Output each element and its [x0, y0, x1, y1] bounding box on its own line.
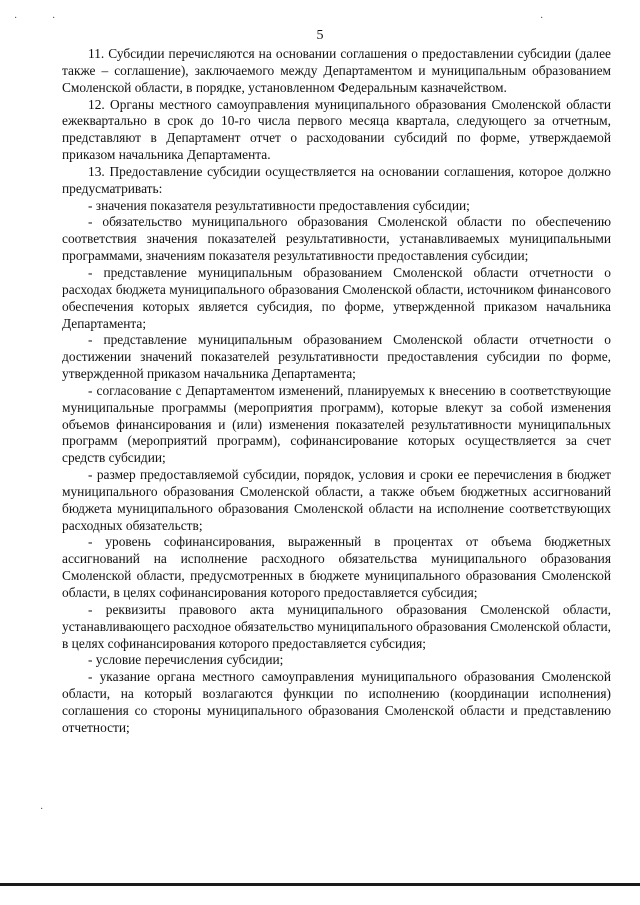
scan-speck: · [540, 13, 544, 24]
bottom-border-line [0, 883, 640, 886]
list-item: - значения показателя результативности предоставления субсидии; [88, 197, 470, 213]
paragraph-item-11: 11. Субсидии перечисляются на основании соглашения о предоставлении субсидии (далее также – соглашение), заключаемого между Департаментом и муниципальным образованием Смоленской области, в порядке, установленном Федеральным казначейством. [62, 46, 611, 95]
paragraph-item-12: 12. Органы местного самоуправления муниципального образования Смоленской области ежеквартально в срок до 10-го числа первого месяца квартала, следующего за отчетным, представляют в Департамент отчет о расходовании субсидий по форме, утверждаемой приказом начальника Департамента. [62, 96, 611, 163]
list-item: - указание органа местного самоуправления муниципального образования Смоленской области, на который возлагаются функции по исполнению (координации исполнения) соглашения со стороны муниципального образования Смоленской области и представлению отчетности; [62, 669, 611, 735]
list-item: - обязательство муниципального образования Смоленской области по обеспечению соответствия значения показателей результативности, устанавливаемых муниципальными программами, значениям показателя результативности предоставления субсидии; [62, 214, 611, 264]
scan-speck: · [40, 804, 44, 815]
list-item: - размер предоставляемой субсидии, порядок, условия и сроки ее перечисления в бюджет муниципального образования Смоленской области, а также объем бюджетных ассигнований бюджета муниципального образования Смоленской области на исполнение соответствующих расходных обязательств; [62, 467, 611, 533]
list-item: - представление муниципальным образованием Смоленской области отчетности о расходах бюджета муниципального образования Смоленской области, источником финансового обеспечения которых является субсидия, по форме, утвержденной приказом начальника Департамента; [62, 264, 611, 331]
list-item: - условие перечисления субсидии; [88, 652, 284, 668]
list-item: - согласование с Департаментом изменений, планируемых к внесению в соответствующие муниципальные программы (мероприятия программ), которые влекут за собой изменения объемов финансирования и (или) изменения показателей результативности муниципальных программ (мероприятий программ), софинансирование которых осуществляется за счет средств субсидии; [62, 382, 611, 466]
paragraph-item-13: 13. Предоставление субсидии осуществляется на основании соглашения, которое должно предусматривать: [62, 163, 611, 196]
list-item: - реквизиты правового акта муниципального образования Смоленской области, устанавливающего расходное обязательство муниципального образования Смоленской области, в целях софинансирования которого предоставляется субсидия; [62, 601, 611, 651]
scan-speck: · [14, 13, 18, 24]
list-item: - представление муниципальным образованием Смоленской области отчетности о достижении значений показателей результативности предоставления субсидии по форме, утвержденной приказом начальника Департамента; [62, 332, 611, 382]
scan-speck: · [52, 13, 56, 24]
list-item: - уровень софинансирования, выраженный в процентах от объема бюджетных ассигнований на исполнение расходного обязательства муниципального образования Смоленской области, предусмотренных в бюджете муниципального образования Смоленской области, в целях софинансирования которого предоставляется субсидия; [62, 534, 611, 600]
document-body [62, 46, 611, 737]
page-number: 5 [316, 28, 324, 43]
